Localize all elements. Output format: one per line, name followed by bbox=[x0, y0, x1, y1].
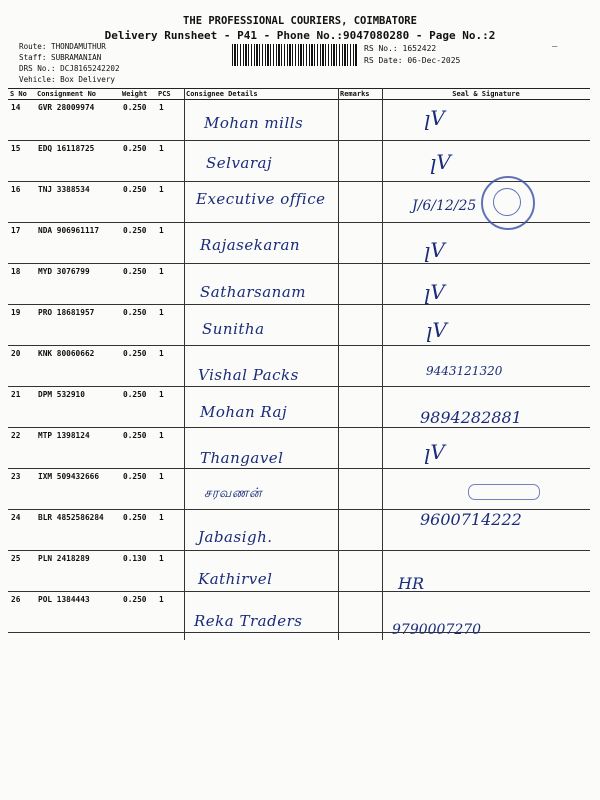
pcs: 1 bbox=[156, 182, 184, 223]
signature-cell bbox=[382, 305, 590, 346]
consignment-no: EDQ 16118725 bbox=[35, 141, 120, 182]
handwritten-consignee: Kathirvel bbox=[198, 570, 273, 588]
handwritten-consignee: Mohan Raj bbox=[200, 403, 288, 421]
consignment-no: POL 1384443 bbox=[35, 592, 120, 633]
table-header-row bbox=[8, 89, 590, 100]
consignment-no: BLR 4852586284 bbox=[35, 510, 120, 551]
table-row bbox=[8, 428, 590, 469]
signature: ꞁV bbox=[424, 106, 445, 130]
remarks-cell bbox=[338, 100, 382, 141]
remarks-cell bbox=[338, 223, 382, 264]
handwritten-consignee: Selvaraj bbox=[206, 154, 273, 172]
pcs: 1 bbox=[156, 551, 184, 592]
col-remarks: Remarks bbox=[338, 89, 382, 100]
consignment-no: NDA 906961117 bbox=[35, 223, 120, 264]
weight: 0.250 bbox=[120, 510, 156, 551]
table-row bbox=[8, 141, 590, 182]
signature-cell bbox=[382, 100, 590, 141]
pcs: 1 bbox=[156, 387, 184, 428]
handwritten-consignee: Sunitha bbox=[202, 320, 265, 338]
pcs: 1 bbox=[156, 223, 184, 264]
consignment-no: PLN 2418289 bbox=[35, 551, 120, 592]
signature-cell bbox=[382, 141, 590, 182]
column-divider bbox=[382, 88, 383, 640]
handwritten-consignee: Mohan mills bbox=[204, 114, 304, 132]
weight: 0.250 bbox=[120, 592, 156, 633]
remarks-cell bbox=[338, 469, 382, 510]
sno: 24 bbox=[8, 510, 35, 551]
consignment-no: DPM 532910 bbox=[35, 387, 120, 428]
report-subtitle: Delivery Runsheet - P41 - Phone No.:9047080280 - Page No.:2 bbox=[104, 29, 496, 42]
weight: 0.250 bbox=[120, 182, 156, 223]
pcs: 1 bbox=[156, 428, 184, 469]
consignment-no: KNK 80060662 bbox=[35, 346, 120, 387]
signature: ꞁV bbox=[430, 150, 451, 174]
column-divider bbox=[184, 88, 185, 640]
weight: 0.250 bbox=[120, 387, 156, 428]
pcs: 1 bbox=[156, 305, 184, 346]
signature: 9600714222 bbox=[420, 510, 522, 529]
barcode bbox=[232, 44, 358, 66]
handwritten-consignee: Vishal Packs bbox=[198, 366, 299, 384]
seal-stamp bbox=[481, 176, 535, 230]
weight: 0.250 bbox=[120, 469, 156, 510]
consignment-no: IXM 509432666 bbox=[35, 469, 120, 510]
signature: 9790007270 bbox=[392, 622, 482, 638]
col-pcs: PCS bbox=[156, 89, 184, 100]
remarks-cell bbox=[338, 592, 382, 633]
weight: 0.250 bbox=[120, 346, 156, 387]
handwritten-consignee: Rajasekaran bbox=[200, 236, 301, 254]
column-divider bbox=[338, 88, 339, 640]
remarks-cell bbox=[338, 305, 382, 346]
weight: 0.250 bbox=[120, 305, 156, 346]
sno: 23 bbox=[8, 469, 35, 510]
sno: 22 bbox=[8, 428, 35, 469]
signature: ꞁV bbox=[424, 238, 445, 262]
pcs: 1 bbox=[156, 469, 184, 510]
sno: 26 bbox=[8, 592, 35, 633]
table-row bbox=[8, 305, 590, 346]
pcs: 1 bbox=[156, 141, 184, 182]
handwritten-consignee: Satharsanam bbox=[200, 283, 306, 301]
route-label: Route: THONDAMUTHUR bbox=[19, 42, 106, 51]
sno: 14 bbox=[8, 100, 35, 141]
remarks-cell bbox=[338, 141, 382, 182]
weight: 0.250 bbox=[120, 141, 156, 182]
signature-cell bbox=[382, 264, 590, 305]
sno: 15 bbox=[8, 141, 35, 182]
signature: ꞁV bbox=[424, 440, 445, 464]
staff-label: Staff: SUBRAMANIAN bbox=[19, 53, 102, 62]
weight: 0.250 bbox=[120, 223, 156, 264]
signature-cell bbox=[382, 428, 590, 469]
signature: ꞁV bbox=[426, 318, 447, 342]
consignment-no: TNJ 3388534 bbox=[35, 182, 120, 223]
pcs: 1 bbox=[156, 592, 184, 633]
runsheet-table bbox=[8, 88, 590, 633]
handwritten-consignee: Jabasigh. bbox=[198, 528, 273, 546]
weight: 0.130 bbox=[120, 551, 156, 592]
sno: 21 bbox=[8, 387, 35, 428]
remarks-cell bbox=[338, 264, 382, 305]
signature: 9443121320 bbox=[426, 364, 503, 378]
table-row bbox=[8, 551, 590, 592]
col-consignee: Consignee Details bbox=[184, 89, 338, 100]
signature: HR bbox=[398, 574, 424, 593]
remarks-cell bbox=[338, 387, 382, 428]
weight: 0.250 bbox=[120, 100, 156, 141]
rs-date: RS Date: 06-Dec-2025 bbox=[364, 56, 461, 65]
consignment-no: PRO 18681957 bbox=[35, 305, 120, 346]
pcs: 1 bbox=[156, 264, 184, 305]
signature: 9894282881 bbox=[420, 408, 522, 427]
remarks-cell bbox=[338, 346, 382, 387]
sno: 19 bbox=[8, 305, 35, 346]
handwritten-consignee: Executive office bbox=[196, 190, 326, 208]
report-title: THE PROFESSIONAL COURIERS, COIMBATORE bbox=[183, 15, 417, 27]
handwritten-consignee: Reka Traders bbox=[194, 612, 303, 630]
sno: 25 bbox=[8, 551, 35, 592]
handwritten-consignee: சரவணன் bbox=[204, 486, 263, 501]
corner-mark: — bbox=[552, 42, 558, 52]
seal-stamp bbox=[468, 484, 540, 500]
col-weight: Weight bbox=[120, 89, 156, 100]
remarks-cell bbox=[338, 551, 382, 592]
weight: 0.250 bbox=[120, 264, 156, 305]
table-row bbox=[8, 346, 590, 387]
weight: 0.250 bbox=[120, 428, 156, 469]
remarks-cell bbox=[338, 428, 382, 469]
rs-number: RS No.: 1652422 bbox=[364, 44, 437, 53]
vehicle-label: Vehicle: Box Delivery bbox=[19, 75, 116, 84]
sno: 20 bbox=[8, 346, 35, 387]
handwritten-consignee: Thangavel bbox=[200, 449, 284, 467]
col-consignment: Consignment No bbox=[35, 89, 120, 100]
col-sno: S No bbox=[8, 89, 35, 100]
signature: J/6/12/25 bbox=[412, 198, 477, 214]
remarks-cell bbox=[338, 510, 382, 551]
consignment-no: GVR 28009974 bbox=[35, 100, 120, 141]
pcs: 1 bbox=[156, 346, 184, 387]
consignment-no: MYD 3076799 bbox=[35, 264, 120, 305]
pcs: 1 bbox=[156, 100, 184, 141]
sno: 16 bbox=[8, 182, 35, 223]
consignment-no: MTP 1398124 bbox=[35, 428, 120, 469]
sno: 17 bbox=[8, 223, 35, 264]
col-signature: Seal & Signature bbox=[382, 89, 590, 100]
signature: ꞁV bbox=[424, 280, 445, 304]
drs-label: DRS No.: DCJ8165242202 bbox=[19, 64, 120, 73]
signature-cell bbox=[382, 223, 590, 264]
pcs: 1 bbox=[156, 510, 184, 551]
sno: 18 bbox=[8, 264, 35, 305]
